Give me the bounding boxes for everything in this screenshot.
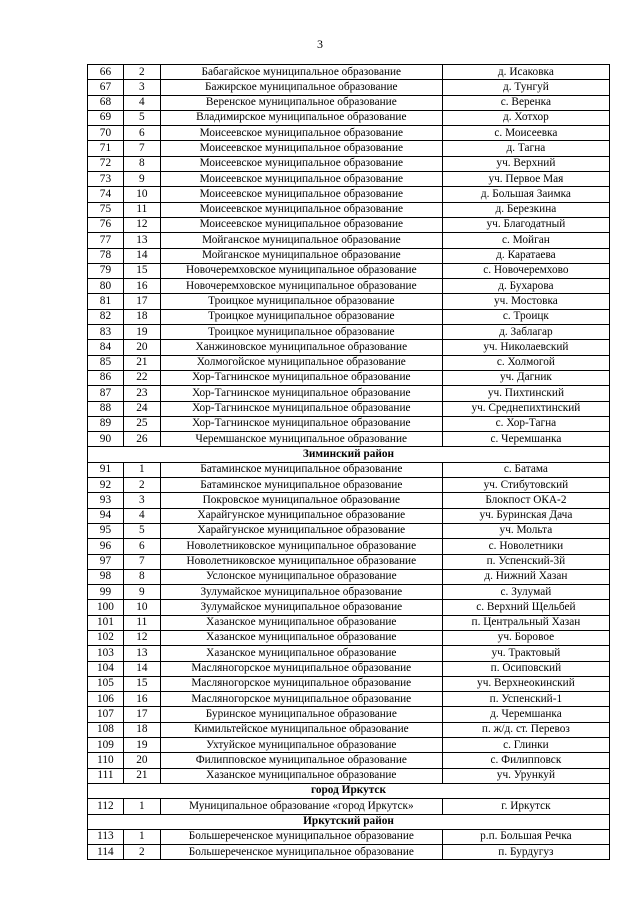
municipality-cell: Мойганское муниципальное образование bbox=[160, 233, 442, 248]
municipality-cell: Бабагайское муниципальное образование bbox=[160, 65, 442, 80]
municipality-cell: Троицкое муниципальное образование bbox=[160, 325, 442, 340]
row-number-cell: 94 bbox=[88, 508, 124, 523]
municipality-cell: Новочеремховское муниципальное образование bbox=[160, 263, 442, 278]
municipality-cell: Новолетниковское муниципальное образование bbox=[160, 554, 442, 569]
municipality-cell: Большереченское муниципальное образование bbox=[160, 829, 442, 844]
table-row bbox=[88, 493, 610, 508]
table-row bbox=[88, 217, 610, 232]
settlement-cell: с. Хор-Тагна bbox=[442, 416, 609, 431]
sub-number-cell: 1 bbox=[123, 829, 160, 844]
sub-number-cell: 16 bbox=[123, 692, 160, 707]
table-row bbox=[88, 340, 610, 355]
sub-number-cell: 12 bbox=[123, 217, 160, 232]
table-row bbox=[88, 156, 610, 171]
settlement-cell: с. Черемшанка bbox=[442, 432, 609, 447]
municipality-cell: Троицкое муниципальное образование bbox=[160, 294, 442, 309]
row-number-cell: 108 bbox=[88, 722, 124, 737]
row-number-cell: 114 bbox=[88, 845, 124, 860]
sub-number-cell: 6 bbox=[123, 126, 160, 141]
sub-number-cell: 20 bbox=[123, 340, 160, 355]
sub-number-cell: 3 bbox=[123, 80, 160, 95]
settlement-cell: д. Тунгуй bbox=[442, 80, 609, 95]
sub-number-cell: 7 bbox=[123, 141, 160, 156]
settlement-cell: д. Исаковка bbox=[442, 65, 609, 80]
row-number-cell: 113 bbox=[88, 829, 124, 844]
settlement-cell: с. Верхний Щельбей bbox=[442, 600, 609, 615]
settlement-cell: п. Успенский-3й bbox=[442, 554, 609, 569]
row-number-cell: 76 bbox=[88, 217, 124, 232]
settlement-cell: с. Веренка bbox=[442, 95, 609, 110]
sub-number-cell: 2 bbox=[123, 845, 160, 860]
row-number-cell: 93 bbox=[88, 493, 124, 508]
settlement-cell: п. Центральный Хазан bbox=[442, 615, 609, 630]
table-row bbox=[88, 569, 610, 584]
municipality-cell: Ухтуйское муниципальное образование bbox=[160, 738, 442, 753]
sub-number-cell: 14 bbox=[123, 661, 160, 676]
table-row bbox=[88, 401, 610, 416]
table-row bbox=[88, 707, 610, 722]
municipality-cell: Зулумайское муниципальное образование bbox=[160, 600, 442, 615]
sub-number-cell: 4 bbox=[123, 508, 160, 523]
row-number-cell: 78 bbox=[88, 248, 124, 263]
municipality-cell: Холмогойское муниципальное образование bbox=[160, 355, 442, 370]
table-row bbox=[88, 478, 610, 493]
sub-number-cell: 13 bbox=[123, 646, 160, 661]
sub-number-cell: 1 bbox=[123, 462, 160, 477]
row-number-cell: 89 bbox=[88, 416, 124, 431]
sub-number-cell: 19 bbox=[123, 738, 160, 753]
settlement-cell: уч. Мостовка bbox=[442, 294, 609, 309]
table-row bbox=[88, 753, 610, 768]
municipality-cell: Покровское муниципальное образование bbox=[160, 493, 442, 508]
row-number-cell: 92 bbox=[88, 478, 124, 493]
row-number-cell: 107 bbox=[88, 707, 124, 722]
sub-number-cell: 17 bbox=[123, 294, 160, 309]
table-row bbox=[88, 692, 610, 707]
table-row bbox=[88, 325, 610, 340]
sub-number-cell: 2 bbox=[123, 478, 160, 493]
settlement-cell: уч. Пихтинский bbox=[442, 386, 609, 401]
municipality-cell: Новочеремховское муниципальное образование bbox=[160, 279, 442, 294]
municipality-cell: Моисеевское муниципальное образование bbox=[160, 126, 442, 141]
table-row bbox=[88, 539, 610, 554]
section-title: Иркутский район bbox=[88, 814, 610, 829]
settlement-cell: с. Зулумай bbox=[442, 585, 609, 600]
table-row bbox=[88, 523, 610, 538]
table-row bbox=[88, 554, 610, 569]
sub-number-cell: 6 bbox=[123, 539, 160, 554]
table-row bbox=[88, 248, 610, 263]
table-row bbox=[88, 462, 610, 477]
sub-number-cell: 4 bbox=[123, 95, 160, 110]
settlement-cell: уч. Благодатный bbox=[442, 217, 609, 232]
sub-number-cell: 22 bbox=[123, 370, 160, 385]
municipality-cell: Хазанское муниципальное образование bbox=[160, 630, 442, 645]
municipality-cell: Масляногорское муниципальное образование bbox=[160, 661, 442, 676]
settlement-cell: уч. Николаевский bbox=[442, 340, 609, 355]
settlement-cell: уч. Боровое bbox=[442, 630, 609, 645]
table-row bbox=[88, 508, 610, 523]
row-number-cell: 67 bbox=[88, 80, 124, 95]
sub-number-cell: 5 bbox=[123, 110, 160, 125]
section-header-row bbox=[88, 814, 610, 829]
table-row bbox=[88, 615, 610, 630]
settlement-cell: уч. Трактовый bbox=[442, 646, 609, 661]
settlement-cell: уч. Буринская Дача bbox=[442, 508, 609, 523]
table-row bbox=[88, 202, 610, 217]
settlement-cell: п. Осиповский bbox=[442, 661, 609, 676]
settlement-cell: с. Моисеевка bbox=[442, 126, 609, 141]
table-row bbox=[88, 630, 610, 645]
municipality-cell: Ханжиновское муниципальное образование bbox=[160, 340, 442, 355]
row-number-cell: 98 bbox=[88, 569, 124, 584]
settlement-cell: уч. Стибутовский bbox=[442, 478, 609, 493]
row-number-cell: 84 bbox=[88, 340, 124, 355]
row-number-cell: 97 bbox=[88, 554, 124, 569]
settlement-cell: с. Новолетники bbox=[442, 539, 609, 554]
table-row bbox=[88, 172, 610, 187]
sub-number-cell: 21 bbox=[123, 355, 160, 370]
sub-number-cell: 7 bbox=[123, 554, 160, 569]
municipality-cell: Батаминское муниципальное образование bbox=[160, 478, 442, 493]
municipality-cell: Хор-Тагнинское муниципальное образование bbox=[160, 401, 442, 416]
table-row bbox=[88, 829, 610, 844]
row-number-cell: 79 bbox=[88, 263, 124, 278]
table-row bbox=[88, 646, 610, 661]
municipality-cell: Хор-Тагнинское муниципальное образование bbox=[160, 370, 442, 385]
table-row bbox=[88, 126, 610, 141]
sub-number-cell: 14 bbox=[123, 248, 160, 263]
row-number-cell: 73 bbox=[88, 172, 124, 187]
sub-number-cell: 10 bbox=[123, 187, 160, 202]
table-row bbox=[88, 738, 610, 753]
municipality-cell: Моисеевское муниципальное образование bbox=[160, 156, 442, 171]
table-row bbox=[88, 65, 610, 80]
settlement-cell: уч. Урункуй bbox=[442, 768, 609, 783]
sub-number-cell: 20 bbox=[123, 753, 160, 768]
row-number-cell: 68 bbox=[88, 95, 124, 110]
municipality-cell: Большереченское муниципальное образование bbox=[160, 845, 442, 860]
table-row bbox=[88, 110, 610, 125]
row-number-cell: 74 bbox=[88, 187, 124, 202]
row-number-cell: 104 bbox=[88, 661, 124, 676]
municipality-cell: Троицкое муниципальное образование bbox=[160, 309, 442, 324]
table-row bbox=[88, 355, 610, 370]
municipality-cell: Масляногорское муниципальное образование bbox=[160, 692, 442, 707]
table-row bbox=[88, 279, 610, 294]
row-number-cell: 88 bbox=[88, 401, 124, 416]
settlement-cell: р.п. Большая Речка bbox=[442, 829, 609, 844]
table-row bbox=[88, 768, 610, 783]
sub-number-cell: 12 bbox=[123, 630, 160, 645]
sub-number-cell: 3 bbox=[123, 493, 160, 508]
row-number-cell: 71 bbox=[88, 141, 124, 156]
sub-number-cell: 23 bbox=[123, 386, 160, 401]
row-number-cell: 110 bbox=[88, 753, 124, 768]
settlement-cell: уч. Верхнеокинский bbox=[442, 676, 609, 691]
settlement-cell: с. Троицк bbox=[442, 309, 609, 324]
municipality-cell: Моисеевское муниципальное образование bbox=[160, 141, 442, 156]
sub-number-cell: 17 bbox=[123, 707, 160, 722]
row-number-cell: 81 bbox=[88, 294, 124, 309]
settlement-cell: д. Черемшанка bbox=[442, 707, 609, 722]
sub-number-cell: 10 bbox=[123, 600, 160, 615]
municipality-cell: Масляногорское муниципальное образование bbox=[160, 676, 442, 691]
settlement-cell: д. Хотхор bbox=[442, 110, 609, 125]
row-number-cell: 95 bbox=[88, 523, 124, 538]
settlement-cell: д. Нижний Хазан bbox=[442, 569, 609, 584]
settlement-cell: с. Новочеремхово bbox=[442, 263, 609, 278]
sub-number-cell: 11 bbox=[123, 202, 160, 217]
row-number-cell: 101 bbox=[88, 615, 124, 630]
row-number-cell: 96 bbox=[88, 539, 124, 554]
municipality-cell: Хазанское муниципальное образование bbox=[160, 646, 442, 661]
sub-number-cell: 24 bbox=[123, 401, 160, 416]
municipality-cell: Новолетниковское муниципальное образование bbox=[160, 539, 442, 554]
sub-number-cell: 25 bbox=[123, 416, 160, 431]
municipality-cell: Владимирское муниципальное образование bbox=[160, 110, 442, 125]
sub-number-cell: 13 bbox=[123, 233, 160, 248]
settlement-cell: уч. Среднепихтинский bbox=[442, 401, 609, 416]
row-number-cell: 90 bbox=[88, 432, 124, 447]
sub-number-cell: 8 bbox=[123, 156, 160, 171]
table-row bbox=[88, 187, 610, 202]
table-row bbox=[88, 722, 610, 737]
municipality-cell: Веренское муниципальное образование bbox=[160, 95, 442, 110]
row-number-cell: 85 bbox=[88, 355, 124, 370]
settlement-cell: д. Заблагар bbox=[442, 325, 609, 340]
municipality-cell: Моисеевское муниципальное образование bbox=[160, 187, 442, 202]
page-number: 3 bbox=[317, 37, 323, 51]
settlements-table bbox=[87, 64, 610, 860]
row-number-cell: 106 bbox=[88, 692, 124, 707]
table-row bbox=[88, 386, 610, 401]
sub-number-cell: 2 bbox=[123, 65, 160, 80]
table-row bbox=[88, 416, 610, 431]
row-number-cell: 102 bbox=[88, 630, 124, 645]
row-number-cell: 77 bbox=[88, 233, 124, 248]
settlement-cell: д. Тагна bbox=[442, 141, 609, 156]
municipality-cell: Зулумайское муниципальное образование bbox=[160, 585, 442, 600]
row-number-cell: 87 bbox=[88, 386, 124, 401]
table-row bbox=[88, 370, 610, 385]
settlement-cell: с. Холмогой bbox=[442, 355, 609, 370]
table-row bbox=[88, 309, 610, 324]
municipality-cell: Харайгунское муниципальное образование bbox=[160, 523, 442, 538]
settlement-cell: с. Глинки bbox=[442, 738, 609, 753]
settlement-cell: п. Бурдугуз bbox=[442, 845, 609, 860]
table-row bbox=[88, 585, 610, 600]
settlement-cell: д. Каратаева bbox=[442, 248, 609, 263]
row-number-cell: 80 bbox=[88, 279, 124, 294]
settlement-cell: уч. Мольта bbox=[442, 523, 609, 538]
table-row bbox=[88, 661, 610, 676]
row-number-cell: 111 bbox=[88, 768, 124, 783]
municipality-cell: Черемшанское муниципальное образование bbox=[160, 432, 442, 447]
settlement-cell: уч. Первое Мая bbox=[442, 172, 609, 187]
settlement-cell: уч. Дагник bbox=[442, 370, 609, 385]
settlement-cell: с. Батама bbox=[442, 462, 609, 477]
row-number-cell: 66 bbox=[88, 65, 124, 80]
table-row bbox=[88, 294, 610, 309]
sub-number-cell: 19 bbox=[123, 325, 160, 340]
row-number-cell: 69 bbox=[88, 110, 124, 125]
municipality-cell: Харайгунское муниципальное образование bbox=[160, 508, 442, 523]
row-number-cell: 86 bbox=[88, 370, 124, 385]
row-number-cell: 70 bbox=[88, 126, 124, 141]
sub-number-cell: 16 bbox=[123, 279, 160, 294]
municipality-cell: Хор-Тагнинское муниципальное образование bbox=[160, 416, 442, 431]
municipality-cell: Хазанское муниципальное образование bbox=[160, 768, 442, 783]
sub-number-cell: 21 bbox=[123, 768, 160, 783]
sub-number-cell: 18 bbox=[123, 722, 160, 737]
sub-number-cell: 18 bbox=[123, 309, 160, 324]
settlement-cell: д. Большая Заимка bbox=[442, 187, 609, 202]
municipality-cell: Кимильтейское муниципальное образование bbox=[160, 722, 442, 737]
table-row bbox=[88, 676, 610, 691]
sub-number-cell: 15 bbox=[123, 676, 160, 691]
row-number-cell: 112 bbox=[88, 799, 124, 814]
municipality-cell: Моисеевское муниципальное образование bbox=[160, 217, 442, 232]
settlement-cell: г. Иркутск bbox=[442, 799, 609, 814]
row-number-cell: 75 bbox=[88, 202, 124, 217]
municipality-cell: Батаминское муниципальное образование bbox=[160, 462, 442, 477]
settlement-cell: д. Березкина bbox=[442, 202, 609, 217]
municipality-cell: Моисеевское муниципальное образование bbox=[160, 172, 442, 187]
settlement-cell: п. Успенский-1 bbox=[442, 692, 609, 707]
municipality-cell: Хазанское муниципальное образование bbox=[160, 615, 442, 630]
row-number-cell: 91 bbox=[88, 462, 124, 477]
settlement-cell: д. Бухарова bbox=[442, 279, 609, 294]
table-row bbox=[88, 141, 610, 156]
sub-number-cell: 5 bbox=[123, 523, 160, 538]
municipality-cell: Буринское муниципальное образование bbox=[160, 707, 442, 722]
sub-number-cell: 1 bbox=[123, 799, 160, 814]
row-number-cell: 83 bbox=[88, 325, 124, 340]
settlement-cell: уч. Верхний bbox=[442, 156, 609, 171]
table-row bbox=[88, 233, 610, 248]
section-header-row bbox=[88, 783, 610, 798]
sub-number-cell: 9 bbox=[123, 585, 160, 600]
row-number-cell: 82 bbox=[88, 309, 124, 324]
municipality-cell: Филипповское муниципальное образование bbox=[160, 753, 442, 768]
section-title: город Иркутск bbox=[88, 783, 610, 798]
row-number-cell: 99 bbox=[88, 585, 124, 600]
table-row bbox=[88, 80, 610, 95]
row-number-cell: 109 bbox=[88, 738, 124, 753]
row-number-cell: 100 bbox=[88, 600, 124, 615]
municipality-cell: Услонское муниципальное образование bbox=[160, 569, 442, 584]
table-row bbox=[88, 799, 610, 814]
table-row bbox=[88, 432, 610, 447]
sub-number-cell: 26 bbox=[123, 432, 160, 447]
table-row bbox=[88, 600, 610, 615]
settlement-cell: Блокпост ОКА-2 bbox=[442, 493, 609, 508]
sub-number-cell: 15 bbox=[123, 263, 160, 278]
sub-number-cell: 9 bbox=[123, 172, 160, 187]
section-title: Зиминский район bbox=[88, 447, 610, 462]
row-number-cell: 72 bbox=[88, 156, 124, 171]
table-row bbox=[88, 845, 610, 860]
table-row bbox=[88, 95, 610, 110]
settlement-cell: п. ж/д. ст. Перевоз bbox=[442, 722, 609, 737]
section-header-row bbox=[88, 447, 610, 462]
table-body bbox=[88, 65, 610, 860]
row-number-cell: 105 bbox=[88, 676, 124, 691]
municipality-cell: Моисеевское муниципальное образование bbox=[160, 202, 442, 217]
sub-number-cell: 11 bbox=[123, 615, 160, 630]
row-number-cell: 103 bbox=[88, 646, 124, 661]
settlement-cell: с. Мойган bbox=[442, 233, 609, 248]
municipality-cell: Хор-Тагнинское муниципальное образование bbox=[160, 386, 442, 401]
municipality-cell: Муниципальное образование «город Иркутск» bbox=[160, 799, 442, 814]
table-row bbox=[88, 263, 610, 278]
sub-number-cell: 8 bbox=[123, 569, 160, 584]
municipality-cell: Мойганское муниципальное образование bbox=[160, 248, 442, 263]
settlement-cell: с. Филипповск bbox=[442, 753, 609, 768]
municipality-cell: Бажирское муниципальное образование bbox=[160, 80, 442, 95]
